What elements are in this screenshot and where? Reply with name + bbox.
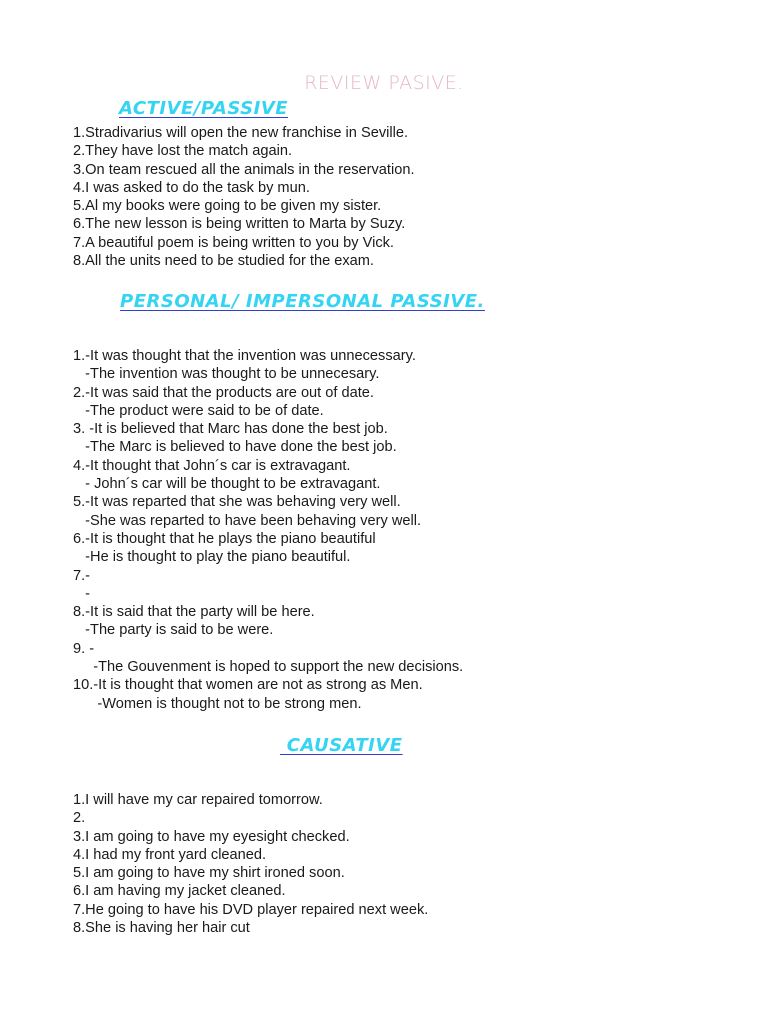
list-item: 1.-It was thought that the invention was unnecessary. (73, 348, 416, 364)
list-item: 2.-It was said that the products are out of date. (73, 384, 374, 401)
list-item: 7.He going to have his DVD player repaired next week. (73, 901, 429, 918)
document-title: REVIEW PASIVE. (304, 72, 464, 94)
section-heading-causative: CAUSATIVE (280, 735, 403, 756)
list-item: -He is thought to play the piano beautiful. (73, 549, 351, 566)
list-item: 3.I am going to have my eyesight checked. (73, 828, 350, 845)
list-item: 5.I am going to have my shirt ironed soon. (73, 865, 345, 882)
list-item: 10.-It is thought that women are not as strong as Men. (73, 677, 423, 694)
list-item: 5.-It was reparted that she was behaving very well. (73, 494, 401, 511)
list-item: 4.I was asked to do the task by mun. (73, 179, 310, 196)
list-item: 1.Stradivarius will open the new franchise in Seville. (73, 125, 409, 141)
list-item: 1.I will have my car repaired tomorrow. (73, 792, 323, 808)
list-item: 6.The new lesson is being written to Marta by Suzy. (73, 216, 406, 233)
list-item: 2. (73, 810, 86, 827)
list-item: -She was reparted to have been behaving very well. (73, 512, 422, 529)
causative-list (73, 791, 428, 937)
list-item: -The invention was thought to be unnecesary. (73, 366, 380, 383)
list-item: 4.-It thought that John´s car is extravagant. (73, 457, 351, 474)
list-item: -Women is thought not to be strong men. (73, 695, 362, 712)
active-passive-list (73, 124, 415, 270)
list-item: -The product were said to be of date. (73, 402, 324, 419)
list-item: - John´s car will be thought to be extravagant. (73, 476, 381, 493)
list-item: 6.I am having my jacket cleaned. (73, 883, 286, 900)
list-item: -The Marc is believed to have done the best job. (73, 439, 397, 456)
list-item: 9. - (73, 640, 95, 657)
section-heading-personal-impersonal: PERSONAL/ IMPERSONAL PASSIVE. (120, 291, 485, 312)
list-item: 4.I had my front yard cleaned. (73, 846, 267, 863)
list-item: 3. -It is believed that Marc has done the best job. (73, 421, 388, 438)
section-heading-active-passive: ACTIVE/PASSIVE (119, 98, 289, 119)
list-item: 8.She is having her hair cut (73, 920, 250, 937)
list-item: 8.All the units need to be studied for the exam. (73, 253, 374, 270)
list-item: 8.-It is said that the party will be here. (73, 604, 315, 621)
list-item: 6.-It is thought that he plays the piano beautiful (73, 530, 376, 547)
list-item: -The party is said to be were. (73, 622, 274, 639)
list-item: -The Gouvenment is hoped to support the new decisions. (73, 659, 464, 676)
list-item: 7.A beautiful poem is being written to you by Vick. (73, 234, 394, 251)
personal-impersonal-list (73, 347, 463, 713)
list-item: 2.They have lost the match again. (73, 143, 293, 160)
list-item: 3.On team rescued all the animals in the reservation. (73, 161, 415, 178)
list-item: 7.- (73, 567, 91, 584)
list-item: 5.Al my books were going to be given my sister. (73, 198, 382, 215)
list-item: - (73, 585, 91, 602)
